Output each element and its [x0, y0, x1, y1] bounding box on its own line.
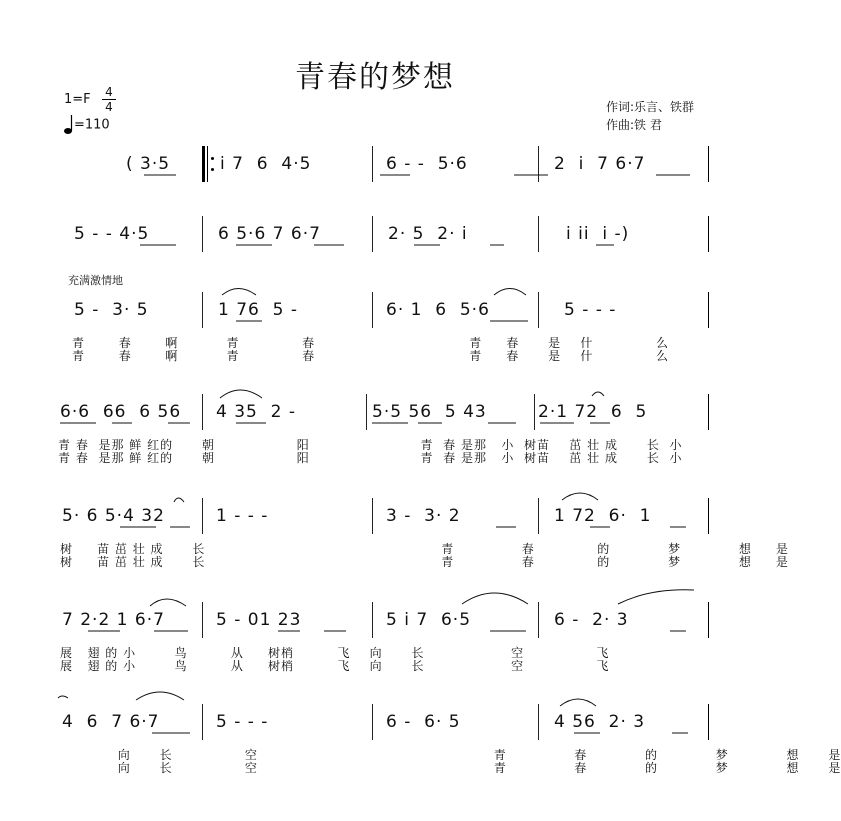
lyric-verse-2: 展 翅 的 小 鸟 从 树梢 飞 向 长 空 飞	[60, 659, 610, 673]
measure: 6 - 6· 5	[386, 712, 461, 732]
measure: 5 - - 4·5	[74, 224, 150, 244]
lyric-verse-1: 树 苗 茁 壮 成 长 青 春 的 梦 想 是	[60, 542, 789, 556]
composer-credit: 作曲:铁 君	[606, 118, 662, 132]
lyric-verse-2: 青 春 啊 青 春 青 春 是 什 么	[72, 349, 670, 363]
measure: 5 - - -	[564, 300, 617, 320]
lyric-verse-2: 树 苗 茁 壮 成 长 青 春 的 梦 想 是	[60, 555, 789, 569]
slur	[560, 699, 596, 706]
expression-marking: 充满激情地	[68, 274, 123, 287]
slur	[592, 392, 604, 396]
slur	[494, 289, 526, 296]
measure: 6 - 2· 3	[554, 610, 629, 630]
slur	[174, 498, 184, 502]
measure: 1 72 6· 1	[554, 506, 652, 526]
measure: 3 - 3· 2	[386, 506, 461, 526]
measure: 7 2·2 1 6·7	[62, 610, 165, 630]
lyric-verse-1: 向 长 空 青 春 的 梦 想 是	[60, 748, 841, 762]
measure: 5 - 3· 5	[74, 300, 149, 320]
lyric-verse-2: 向 长 空 青 春 的 梦 想 是	[60, 761, 841, 775]
slur	[222, 289, 256, 296]
measure: 6·6 66 6 56	[60, 402, 182, 422]
measure: 5 - 01 23	[216, 610, 302, 630]
measure: 5 i 7 6·5	[386, 610, 472, 630]
lyricist-credit: 作词:乐言、铁群	[606, 100, 695, 114]
page-title: 青春的梦想	[295, 60, 455, 95]
key-signature: 1=F	[64, 92, 91, 107]
measure: 4 6 7 6·7	[62, 712, 160, 732]
measure: 5· 6 5·4 32	[62, 506, 165, 526]
lyric-verse-2: 青 春 是那 鲜 红的 朝 阳 青 春 是那 小 树苗 茁 壮 成 长 小	[58, 451, 683, 465]
measure: 5·5 56 5 43	[372, 402, 487, 422]
tempo-value: =110	[74, 117, 110, 133]
measure: 1 - - -	[216, 506, 269, 526]
measure: 6 - - 5·6	[386, 154, 468, 174]
slur	[150, 599, 186, 606]
slur	[462, 593, 528, 604]
measure-pickup: ( 3·5	[126, 154, 171, 174]
slur	[220, 390, 262, 398]
measure: 6· 1 6 5·6	[386, 300, 490, 320]
measure: i ii i -)	[566, 224, 630, 244]
slur	[58, 696, 68, 698]
lyric-verse-1: 青 春 啊 青 春 青 春 是 什 么	[72, 336, 670, 350]
measure: i 7 6 4·5	[220, 154, 312, 174]
time-signature-top: 4	[105, 85, 113, 99]
measure: 5 - - -	[216, 712, 269, 732]
measure: 2 i 7 6·7	[554, 154, 646, 174]
measure: 6 5·6 7 6·7	[218, 224, 321, 244]
slur	[562, 493, 598, 500]
measure: 4 35 2 -	[216, 402, 297, 422]
measure: 2·1 72 6 5	[538, 402, 648, 422]
lyric-verse-1: 展 翅 的 小 鸟 从 树梢 飞 向 长 空 飞	[60, 646, 610, 660]
time-signature-bottom: 4	[105, 100, 113, 114]
measure: 2· 5 2· i	[388, 224, 468, 244]
lyric-verse-1: 青 春 是那 鲜 红的 朝 阳 青 春 是那 小 树苗 茁 壮 成 长 小	[58, 438, 683, 452]
measure: 4 56 2· 3	[554, 712, 646, 732]
slur	[618, 590, 694, 604]
measure: 1 76 5 -	[218, 300, 299, 320]
slur	[136, 692, 184, 700]
